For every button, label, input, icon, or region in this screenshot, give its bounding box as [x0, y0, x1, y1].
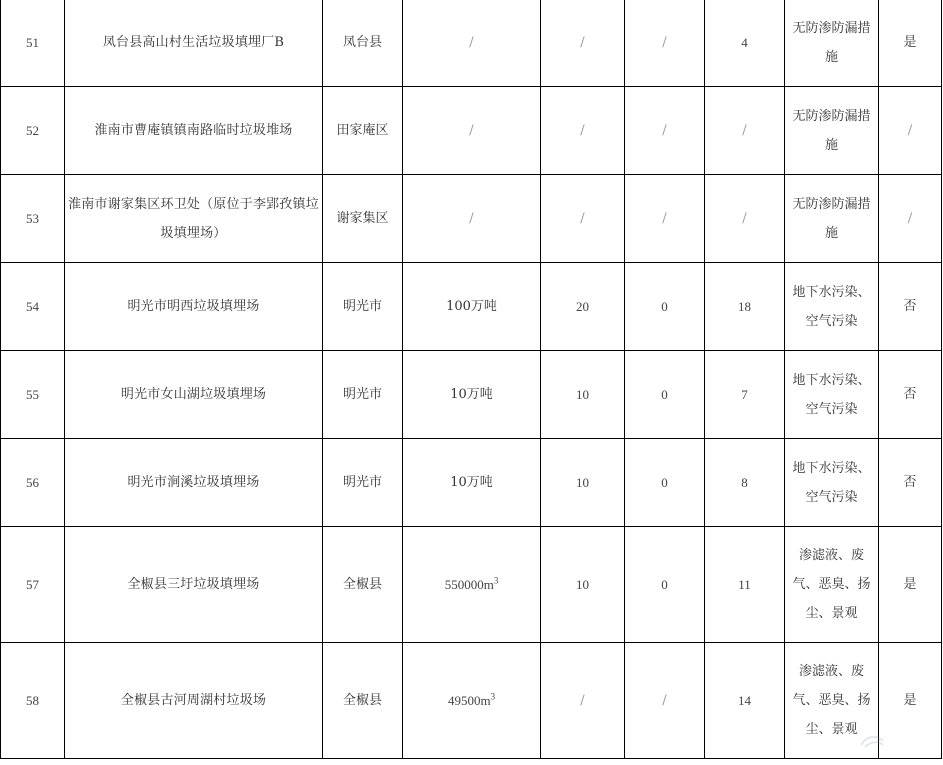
- risk: 无防渗防漏措施: [785, 0, 879, 87]
- table-row: [1, 351, 942, 439]
- site-name: 明光市明西垃圾填埋场: [65, 263, 323, 351]
- years: /: [541, 643, 625, 759]
- flag: 是: [879, 643, 942, 759]
- risk: 无防渗防漏措施: [785, 175, 879, 263]
- flag: 否: [879, 439, 942, 527]
- capacity-exponent: 3: [493, 575, 499, 586]
- remaining: 0: [625, 439, 705, 527]
- risk: 渗滤液、废气、恶臭、扬尘、景观: [785, 527, 879, 643]
- years: 10: [541, 351, 625, 439]
- county: 谢家集区: [323, 175, 403, 263]
- count: /: [705, 87, 785, 175]
- site-name: 明光市涧溪垃圾填埋场: [65, 439, 323, 527]
- row-number: 55: [1, 351, 65, 439]
- table-row: [1, 263, 942, 351]
- capacity: /: [403, 175, 541, 263]
- remaining: 0: [625, 351, 705, 439]
- years: 10: [541, 527, 625, 643]
- count: 7: [705, 351, 785, 439]
- remaining: /: [625, 643, 705, 759]
- flag: /: [879, 175, 942, 263]
- table-row: [1, 643, 942, 759]
- county: 全椒县: [323, 643, 403, 759]
- county: 明光市: [323, 263, 403, 351]
- site-name: 明光市女山湖垃圾填埋场: [65, 351, 323, 439]
- capacity: [403, 527, 541, 643]
- count: /: [705, 175, 785, 263]
- flag: 否: [879, 351, 942, 439]
- county: 凤台县: [323, 0, 403, 87]
- capacity-exponent: 3: [490, 691, 496, 702]
- flag: 是: [879, 527, 942, 643]
- capacity: /: [403, 0, 541, 87]
- risk: 地下水污染、空气污染: [785, 351, 879, 439]
- county: 全椒县: [323, 527, 403, 643]
- remaining: /: [625, 0, 705, 87]
- capacity: 10万吨: [403, 439, 541, 527]
- site-name: 淮南市谢家集区环卫处（原位于李郢孜镇垃圾填埋场）: [65, 175, 323, 263]
- table-row: [1, 87, 942, 175]
- row-number: 53: [1, 175, 65, 263]
- row-number: 54: [1, 263, 65, 351]
- table-row: [1, 0, 942, 87]
- capacity: [403, 643, 541, 759]
- count: 8: [705, 439, 785, 527]
- years: 20: [541, 263, 625, 351]
- capacity: /: [403, 87, 541, 175]
- row-number: 56: [1, 439, 65, 527]
- capacity: 10万吨: [403, 351, 541, 439]
- capacity: 100万吨: [403, 263, 541, 351]
- county: 田家庵区: [323, 87, 403, 175]
- capacity-value: 49500m: [447, 693, 491, 708]
- site-name: 全椒县古河周湖村垃圾场: [65, 643, 323, 759]
- table-row: [1, 439, 942, 527]
- table-row: [1, 527, 942, 643]
- years: /: [541, 175, 625, 263]
- table-row: [1, 175, 942, 263]
- risk: 地下水污染、空气污染: [785, 263, 879, 351]
- flag: 是: [879, 0, 942, 87]
- flag: 否: [879, 263, 942, 351]
- years: /: [541, 0, 625, 87]
- remaining: 0: [625, 527, 705, 643]
- count: 4: [705, 0, 785, 87]
- risk: 渗滤液、废气、恶臭、扬尘、景观: [785, 643, 879, 759]
- row-number: 58: [1, 643, 65, 759]
- row-number: 52: [1, 87, 65, 175]
- county: 明光市: [323, 351, 403, 439]
- count: 11: [705, 527, 785, 643]
- years: 10: [541, 439, 625, 527]
- remaining: /: [625, 175, 705, 263]
- risk: 无防渗防漏措施: [785, 87, 879, 175]
- capacity-value: 550000m: [444, 577, 494, 592]
- count: 18: [705, 263, 785, 351]
- site-name: 全椒县三圩垃圾填埋场: [65, 527, 323, 643]
- site-name: 凤台县高山村生活垃圾填埋厂B: [65, 0, 323, 87]
- remaining: 0: [625, 263, 705, 351]
- watermark-logo-icon: [857, 731, 887, 751]
- count: 14: [705, 643, 785, 759]
- years: /: [541, 87, 625, 175]
- row-number: 51: [1, 0, 65, 87]
- county: 明光市: [323, 439, 403, 527]
- remaining: /: [625, 87, 705, 175]
- row-number: 57: [1, 527, 65, 643]
- site-name: 淮南市曹庵镇镇南路临时垃圾堆场: [65, 87, 323, 175]
- risk: 地下水污染、空气污染: [785, 439, 879, 527]
- flag: /: [879, 87, 942, 175]
